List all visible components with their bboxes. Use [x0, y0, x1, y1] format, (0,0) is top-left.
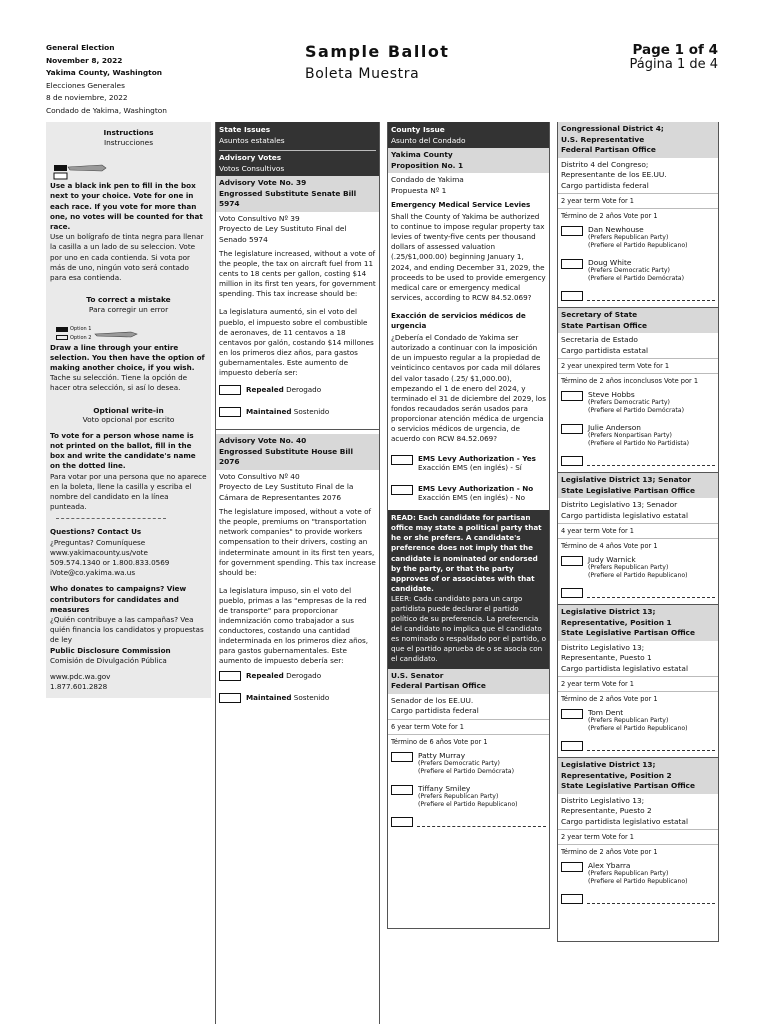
advisory-votes-title-es: Votos Consultivos	[219, 163, 285, 173]
write-in-option[interactable]	[388, 811, 549, 833]
sos-header	[558, 308, 718, 333]
candidate-doug-white[interactable]	[558, 256, 718, 285]
write-in-line[interactable]	[587, 300, 715, 301]
ems-title-es: Exacción de servicios médicos de urgencia	[391, 310, 526, 331]
advisory-vote-39	[216, 176, 379, 430]
vote-oval[interactable]	[219, 693, 241, 703]
candidate-name: Steve Hobbs	[588, 390, 635, 399]
vote-oval[interactable]	[561, 291, 583, 301]
av40-bill-es: Proyecto de Ley Sustituto Final de la Cámara de Representantes 2076	[219, 482, 354, 502]
race-term-es: Término de 2 años Vote por 1	[558, 208, 718, 223]
race-title: Legislative District 13;	[561, 607, 656, 616]
vote-oval[interactable]	[561, 894, 583, 904]
av39-title: Advisory Vote No. 39	[219, 178, 307, 187]
av40-bill: Engrossed Substitute House Bill 2076	[219, 446, 353, 467]
race-term: 6 year term Vote for 1	[388, 719, 549, 734]
ems-title: Emergency Medical Service Levies	[391, 200, 531, 209]
candidate-name: Alex Ybarra	[588, 861, 631, 870]
race-office-type-es: Cargo partidista federal	[561, 180, 649, 190]
ld13-rep1-header	[558, 605, 718, 641]
race-office-type: State Legislative Partisan Office	[561, 485, 695, 495]
vote-oval[interactable]	[391, 752, 413, 762]
write-in-option[interactable]	[558, 582, 718, 604]
race-title: Secretary of State	[561, 310, 638, 319]
partisan-notice-text: READ: Each candidate for partisan office may state a political party that he or she prefers. A candidate's preference does not imply that the candidate is nominated or endorsed by the party, or that the party approves of or associates with that candidate.	[391, 513, 542, 593]
race-title-es: Distrito 4 del Congreso;	[561, 159, 649, 169]
vote-oval[interactable]	[219, 385, 241, 395]
ballot-title: Sample Ballot	[305, 42, 450, 61]
ballot-title-block	[305, 42, 505, 83]
candidate-party: (Prefers Nonpartisan Party)	[588, 432, 672, 439]
maintained-label-es: Sostenido	[293, 692, 330, 702]
election-name-es: Elecciones Generales	[46, 80, 125, 90]
write-in-line[interactable]	[587, 597, 715, 598]
write-in-option[interactable]	[558, 888, 718, 910]
ld13-rep2-header	[558, 758, 718, 794]
candidate-name: Tiffany Smiley	[418, 783, 471, 793]
phone-numbers: 509.574.1340 or 1.800.833.0569	[50, 558, 170, 568]
fill-instructions: Use a black ink pen to fill in the box next to your choice. Vote for one in each race. If you vote for more than one, no votes will be counted for that race.	[50, 181, 203, 232]
ems-text: Shall the County of Yakima be authorized to continue to impose regular property tax levies of twenty-five cents per thousand dollars of assessed valuation (.25/$1,000.00) beginning January 1, 2024, and ending December 31, 2029, the proceeds to be used to provide emergency medical care or emergency medical services, according to RCW 84.52.069?	[391, 212, 546, 302]
election-date: November 8, 2022	[46, 55, 123, 65]
candidate-name: Dan Newhouse	[588, 225, 644, 234]
race-position-es: Representante, Puesto 1	[561, 653, 652, 662]
county-issue-title: County Issue	[391, 125, 445, 134]
race-office-type: State Legislative Partisan Office	[561, 781, 695, 790]
ems-no-option[interactable]	[388, 482, 549, 504]
candidate-party: (Prefers Democratic Party)	[588, 399, 670, 406]
candidate-party: (Prefers Republican Party)	[588, 717, 669, 724]
candidate-party-es: (Prefiere el Partido Republicano)	[588, 572, 688, 579]
state-issues-title-es: Asuntos estatales	[219, 135, 285, 145]
pdc-website-link[interactable]: www.pdc.wa.gov	[50, 672, 111, 682]
us-senator-header	[388, 669, 549, 694]
instructions-heading-es: Instrucciones	[103, 137, 154, 147]
cd4-header	[558, 122, 718, 158]
candidate-tom-dent[interactable]	[558, 706, 718, 735]
ld13-rep1-header-es	[558, 641, 718, 677]
race-ld13-rep-position-1	[558, 605, 718, 758]
race-position: Representative, Position 1	[561, 617, 672, 627]
correct-mistake-heading: To correct a mistake	[86, 295, 171, 305]
ems-yes-label: EMS Levy Authorization - Yes	[418, 454, 536, 464]
proposition-header-es	[388, 173, 549, 198]
vote-oval[interactable]	[391, 485, 413, 495]
website-link[interactable]: www.yakimacounty.us/vote	[50, 547, 148, 557]
fill-instructions-es: Use un bolígrafo de tinta negra para llenar la casilla a un lado de su seleccion. Vote por uno en cada contienda. Si vota por más de uno, ningún voto será contado para esa contienda.	[50, 232, 204, 283]
repealed-label: Repealed	[246, 385, 284, 395]
candidate-name: Julie Anderson	[588, 423, 641, 432]
vote-oval[interactable]	[561, 588, 583, 598]
race-term: 2 year term Vote for 1	[558, 193, 718, 208]
av39-header-es	[216, 212, 379, 248]
partisan-notice-text-es: LEER: Cada candidato para un cargo partidista puede declarar el partido político de su preferencia. La preferencia del candidato no implica que el candidato es nominado o respaldado por el partido, o que el partido aprueba de o se asocia con el candidato.	[391, 593, 546, 664]
partisan-races-column	[557, 122, 719, 942]
donors-heading-es: ¿Quién contribuye a las campañas? Vea quién financia los candidatos y propuestas de ley	[50, 615, 204, 645]
race-congressional-district-4	[558, 122, 718, 308]
correction-example-icon	[46, 315, 211, 343]
race-position-es: Representante de los EE.UU.	[561, 170, 667, 179]
write-in-option[interactable]	[558, 285, 718, 307]
candidate-party-es: (Prefiere el Partido Demócrata)	[588, 275, 684, 282]
repealed-label-es: Derogado	[286, 385, 322, 395]
correct-instructions-es: Tache su selección. Tiene la opción de hacer otra selección, si así lo desea.	[50, 373, 188, 393]
vote-oval[interactable]	[561, 424, 583, 434]
candidate-party-es: (Prefiere el Partido Republicano)	[588, 725, 688, 732]
vote-oval[interactable]	[391, 455, 413, 465]
race-title: Legislative District 13;	[561, 760, 656, 769]
proposition-county-es: Condado de Yakima	[391, 175, 464, 184]
race-office-type-es: Cargo partidista federal	[391, 706, 479, 716]
candidate-tiffany-smiley[interactable]	[388, 782, 549, 811]
candidate-alex-ybarra[interactable]	[558, 859, 718, 888]
maintained-label: Maintained	[246, 692, 292, 702]
donors-heading: Who donates to campaigns? View contributors for candidates and measures	[50, 584, 187, 614]
write-in-heading: Optional write-in	[93, 405, 164, 415]
page-number-es: Página 1 de 4	[629, 57, 718, 72]
pen-fill-icon	[46, 147, 211, 181]
repealed-label: Repealed	[246, 670, 284, 680]
partisan-notice	[388, 510, 549, 668]
vote-oval[interactable]	[561, 709, 583, 719]
ld13-senator-header	[558, 473, 718, 498]
maintained-label-es: Sostenido	[293, 407, 330, 417]
candidate-name: Tom Dent	[588, 708, 624, 717]
vote-oval[interactable]	[561, 226, 583, 236]
race-position: Representative, Position 2	[561, 770, 672, 780]
maintained-label: Maintained	[246, 407, 292, 417]
race-term-es: Término de 2 años Vote por 1	[558, 844, 718, 859]
race-office-type-es: Cargo partidista legislativo estatal	[561, 510, 689, 520]
advisory-votes-title: Advisory Votes	[219, 153, 282, 162]
proposition-number: Proposition No. 1	[391, 160, 464, 170]
candidate-party: (Prefers Republican Party)	[418, 792, 499, 800]
race-term-es: Término de 4 años Vote por 1	[558, 538, 718, 553]
candidate-party: (Prefers Republican Party)	[588, 564, 669, 571]
av39-maintained-option[interactable]	[216, 405, 379, 419]
instructions-heading: Instructions	[103, 128, 154, 137]
candidate-party: (Prefers Democratic Party)	[588, 267, 670, 274]
pdc-name: Public Disclosure Commission	[50, 645, 171, 655]
candidate-dan-newhouse[interactable]	[558, 223, 718, 252]
sos-header-es	[558, 333, 718, 358]
us-senator-header-es	[388, 694, 549, 719]
questions-heading-es: ¿Preguntas? Comuníquese	[50, 537, 146, 547]
av40-title: Advisory Vote No. 40	[219, 436, 307, 446]
race-term: 2 year term Vote for 1	[558, 676, 718, 691]
race-title-es: Senador de los EE.UU.	[391, 695, 474, 705]
av39-text: The legislature increased, without a vote of the people, the tax on aircraft fuel from 11 cents to 18 cents per gallon, costing $14 million in its first ten years, for government spending. This tax increase should be:	[219, 249, 376, 299]
ld13-senator-header-es	[558, 498, 718, 523]
vote-oval[interactable]	[561, 456, 583, 466]
vote-oval[interactable]	[561, 741, 583, 751]
option-2-label: Option 2	[70, 334, 92, 341]
av40-title-es: Voto Consultivo Nº 40	[219, 471, 300, 481]
page-indicator	[630, 43, 718, 71]
state-issues-header	[216, 122, 379, 176]
candidate-patty-murray[interactable]	[388, 749, 549, 778]
candidate-party: (Prefers Republican Party)	[588, 234, 669, 241]
correct-instructions: Draw a line through your entire selection. You then have the option of making another choice, if you wish.	[50, 342, 205, 372]
av40-text: The legislature imposed, without a vote of the people, premiums on "transportation network companies" to provide workers compensation to their drivers, costing an indeterminate amount in its first ten years, for government spending. This tax increase should be:	[219, 507, 376, 577]
option-1-label: Option 1	[70, 326, 92, 333]
race-ld13-rep-position-2	[558, 758, 718, 910]
candidate-steve-hobbs[interactable]	[558, 388, 718, 417]
advisory-vote-40	[216, 434, 379, 704]
cd4-header-es	[558, 158, 718, 194]
vote-oval[interactable]	[391, 817, 413, 827]
page-number: Page 1 of 4	[632, 42, 718, 58]
race-title-es: Distrito Legislativo 13; Senador	[561, 500, 678, 509]
av40-header-es	[216, 470, 379, 506]
candidate-party-es: (Prefiere el Partido No Partidista)	[588, 440, 690, 447]
race-office-type: Federal Partisan Office	[561, 145, 656, 154]
candidate-party: (Prefers Republican Party)	[588, 870, 669, 877]
candidate-party-es: (Prefiere el Partido Demócrata)	[418, 767, 514, 775]
ld13-rep2-header-es	[558, 794, 718, 830]
race-position-es: Representante, Puesto 2	[561, 806, 652, 815]
advisory-vote-40-header	[216, 434, 379, 470]
av39-text-es: La legislatura aumentó, sin el voto del pueblo, el impuesto sobre el combustible de aeronaves, de 11 centavos a 18 centavos por galón, costando $14 millones en los primeros diez años, para gastos gubernamentales. Este aumento de impuesto debería ser:	[219, 307, 374, 378]
vote-oval[interactable]	[561, 259, 583, 269]
race-office-type: State Partisan Office	[561, 320, 648, 330]
candidate-judy-warnick[interactable]	[558, 553, 718, 582]
vote-oval[interactable]	[561, 391, 583, 401]
ems-no-label-es: Exacción EMS (en inglés) - No	[418, 493, 526, 503]
race-position: U.S. Representative	[561, 134, 645, 144]
candidate-party-es: (Prefiere el Partido Republicano)	[588, 242, 688, 249]
av40-text-es: La legislatura impuso, sin el voto del pueblo, primas a las "empresas de la red de transporte" para proporcionar indemnización como trabajador a sus conductores, costando una cantidad indeterminada en los primeros diez años, para gastos gubernamentales. Este aumento de impuesto debería ser:	[219, 585, 369, 666]
candidate-name: Judy Warnick	[588, 555, 636, 564]
county-issue-column	[387, 122, 550, 929]
state-issues-column	[215, 122, 380, 1024]
candidate-name: Patty Murray	[418, 750, 466, 760]
vote-oval[interactable]	[219, 407, 241, 417]
av39-bill: Engrossed Substitute Senate Bill 5974	[219, 188, 357, 208]
race-title: Congressional District 4;	[561, 124, 664, 133]
candidate-party-es: (Prefiere el Partido Republicano)	[588, 878, 688, 885]
county-issue-title-es: Asunto del Condado	[391, 135, 466, 145]
race-term: 2 year unexpired term Vote for 1	[558, 358, 718, 373]
write-in-line[interactable]	[587, 903, 715, 904]
pdc-phone: 1.877.601.2828	[50, 682, 108, 692]
write-in-line[interactable]	[417, 826, 546, 827]
write-in-heading-es: Voto opcional por escrito	[82, 415, 175, 425]
race-office-type: State Legislative Partisan Office	[561, 628, 695, 637]
race-term-es: Término de 6 años Vote por 1	[388, 734, 549, 749]
race-title: Legislative District 13; Senator	[561, 475, 691, 484]
write-in-instructions: To vote for a person whose name is not printed on the ballot, fill in the box and write the candidate's name on the dotted line.	[50, 430, 196, 471]
write-in-line[interactable]	[587, 750, 715, 751]
instructions-panel	[46, 122, 211, 698]
race-ld13-senator	[558, 473, 718, 605]
candidate-party-es: (Prefiere el Partido Demócrata)	[588, 407, 684, 414]
proposition-number-es: Propuesta Nº 1	[391, 185, 447, 195]
ems-yes-option[interactable]	[388, 452, 549, 474]
proposition-header	[388, 148, 549, 173]
vote-oval[interactable]	[561, 556, 583, 566]
race-office-type-es: Cargo partidista estatal	[561, 345, 649, 355]
ems-text-es: ¿Debería el Condado de Yakima ser autorizado a continuar con la imposición de un impuesto regular a la propiedad de veinticinco centavos por cada mil dólares del valor tasado (.25/ $1,000.00), empezando el 1 de enero del 2024, y terminado el 31 de diciembre del 2029, los fondos recaudados serán usados para proporcionar atención médica de urgencia o servicios médicos de urgencia, de acuerdo con RCW 84.52.069?	[391, 333, 546, 444]
ems-yes-label-es: Exacción EMS (en inglés) - Sí	[418, 463, 522, 473]
race-office-type-es: Cargo partidista legislativo estatal	[561, 663, 689, 673]
repealed-label-es: Derogado	[286, 670, 322, 680]
race-term: 4 year term Vote for 1	[558, 523, 718, 538]
race-term: 2 year term Vote for 1	[558, 829, 718, 844]
race-title: U.S. Senator	[391, 670, 444, 680]
av39-title-es: Voto Consultivo Nº 39	[219, 213, 300, 223]
vote-oval[interactable]	[219, 671, 241, 681]
av39-repealed-option[interactable]	[216, 383, 379, 397]
email-link[interactable]: iVote@co.yakima.wa.us	[50, 568, 136, 578]
race-title-es: Distrito Legislativo 13;	[561, 795, 645, 805]
correct-mistake-heading-es: Para corregir un error	[88, 304, 169, 314]
candidate-party: (Prefers Democratic Party)	[418, 759, 500, 767]
write-in-line[interactable]	[587, 465, 715, 466]
race-term-es: Término de 2 años inconclusos Vote por 1	[558, 373, 718, 388]
candidate-party-es: (Prefiere el Partido Republicano)	[418, 800, 518, 808]
race-us-senator	[388, 669, 549, 833]
election-county: Yakima County, Washington	[46, 68, 163, 78]
election-info	[46, 42, 266, 118]
write-in-option[interactable]	[558, 450, 718, 472]
pdc-name-es: Comisión de Divulgación Pública	[50, 655, 167, 665]
race-office-type: Federal Partisan Office	[391, 681, 486, 691]
write-in-option[interactable]	[558, 735, 718, 757]
vote-oval[interactable]	[391, 785, 413, 795]
advisory-vote-39-header	[216, 176, 379, 212]
av40-repealed-option[interactable]	[216, 669, 379, 683]
proposition-county: Yakima County	[391, 150, 453, 159]
vote-oval[interactable]	[561, 862, 583, 872]
ems-no-label: EMS Levy Authorization - No	[418, 484, 534, 494]
race-title-es: Distrito Legislativo 13;	[561, 642, 645, 652]
av39-bill-es: Proyecto de Ley Sustituto Final del Senado 5974	[219, 224, 347, 244]
candidate-julie-anderson[interactable]	[558, 421, 718, 450]
write-in-instructions-es: Para votar por una persona que no aparece en la boleta, llene la casilla y escriba el nombre del candidato en la línea punteada.	[50, 471, 207, 512]
race-secretary-of-state	[558, 308, 718, 473]
county-issue-header	[388, 122, 549, 148]
election-date-es: 8 de noviembre, 2022	[46, 93, 128, 103]
questions-heading: Questions? Contact Us	[50, 527, 142, 537]
election-county-es: Condado de Yakima, Washington	[46, 105, 167, 115]
state-issues-title: State Issues	[219, 125, 271, 134]
race-title-es: Secretaria de Estado	[561, 335, 638, 344]
ballot-subtitle: Boleta Muestra	[305, 65, 420, 82]
race-term-es: Término de 2 años Vote por 1	[558, 691, 718, 706]
election-name: General Election	[46, 43, 115, 52]
race-office-type-es: Cargo partidista legislativo estatal	[561, 816, 689, 826]
av40-maintained-option[interactable]	[216, 691, 379, 705]
candidate-name: Doug White	[588, 258, 632, 267]
